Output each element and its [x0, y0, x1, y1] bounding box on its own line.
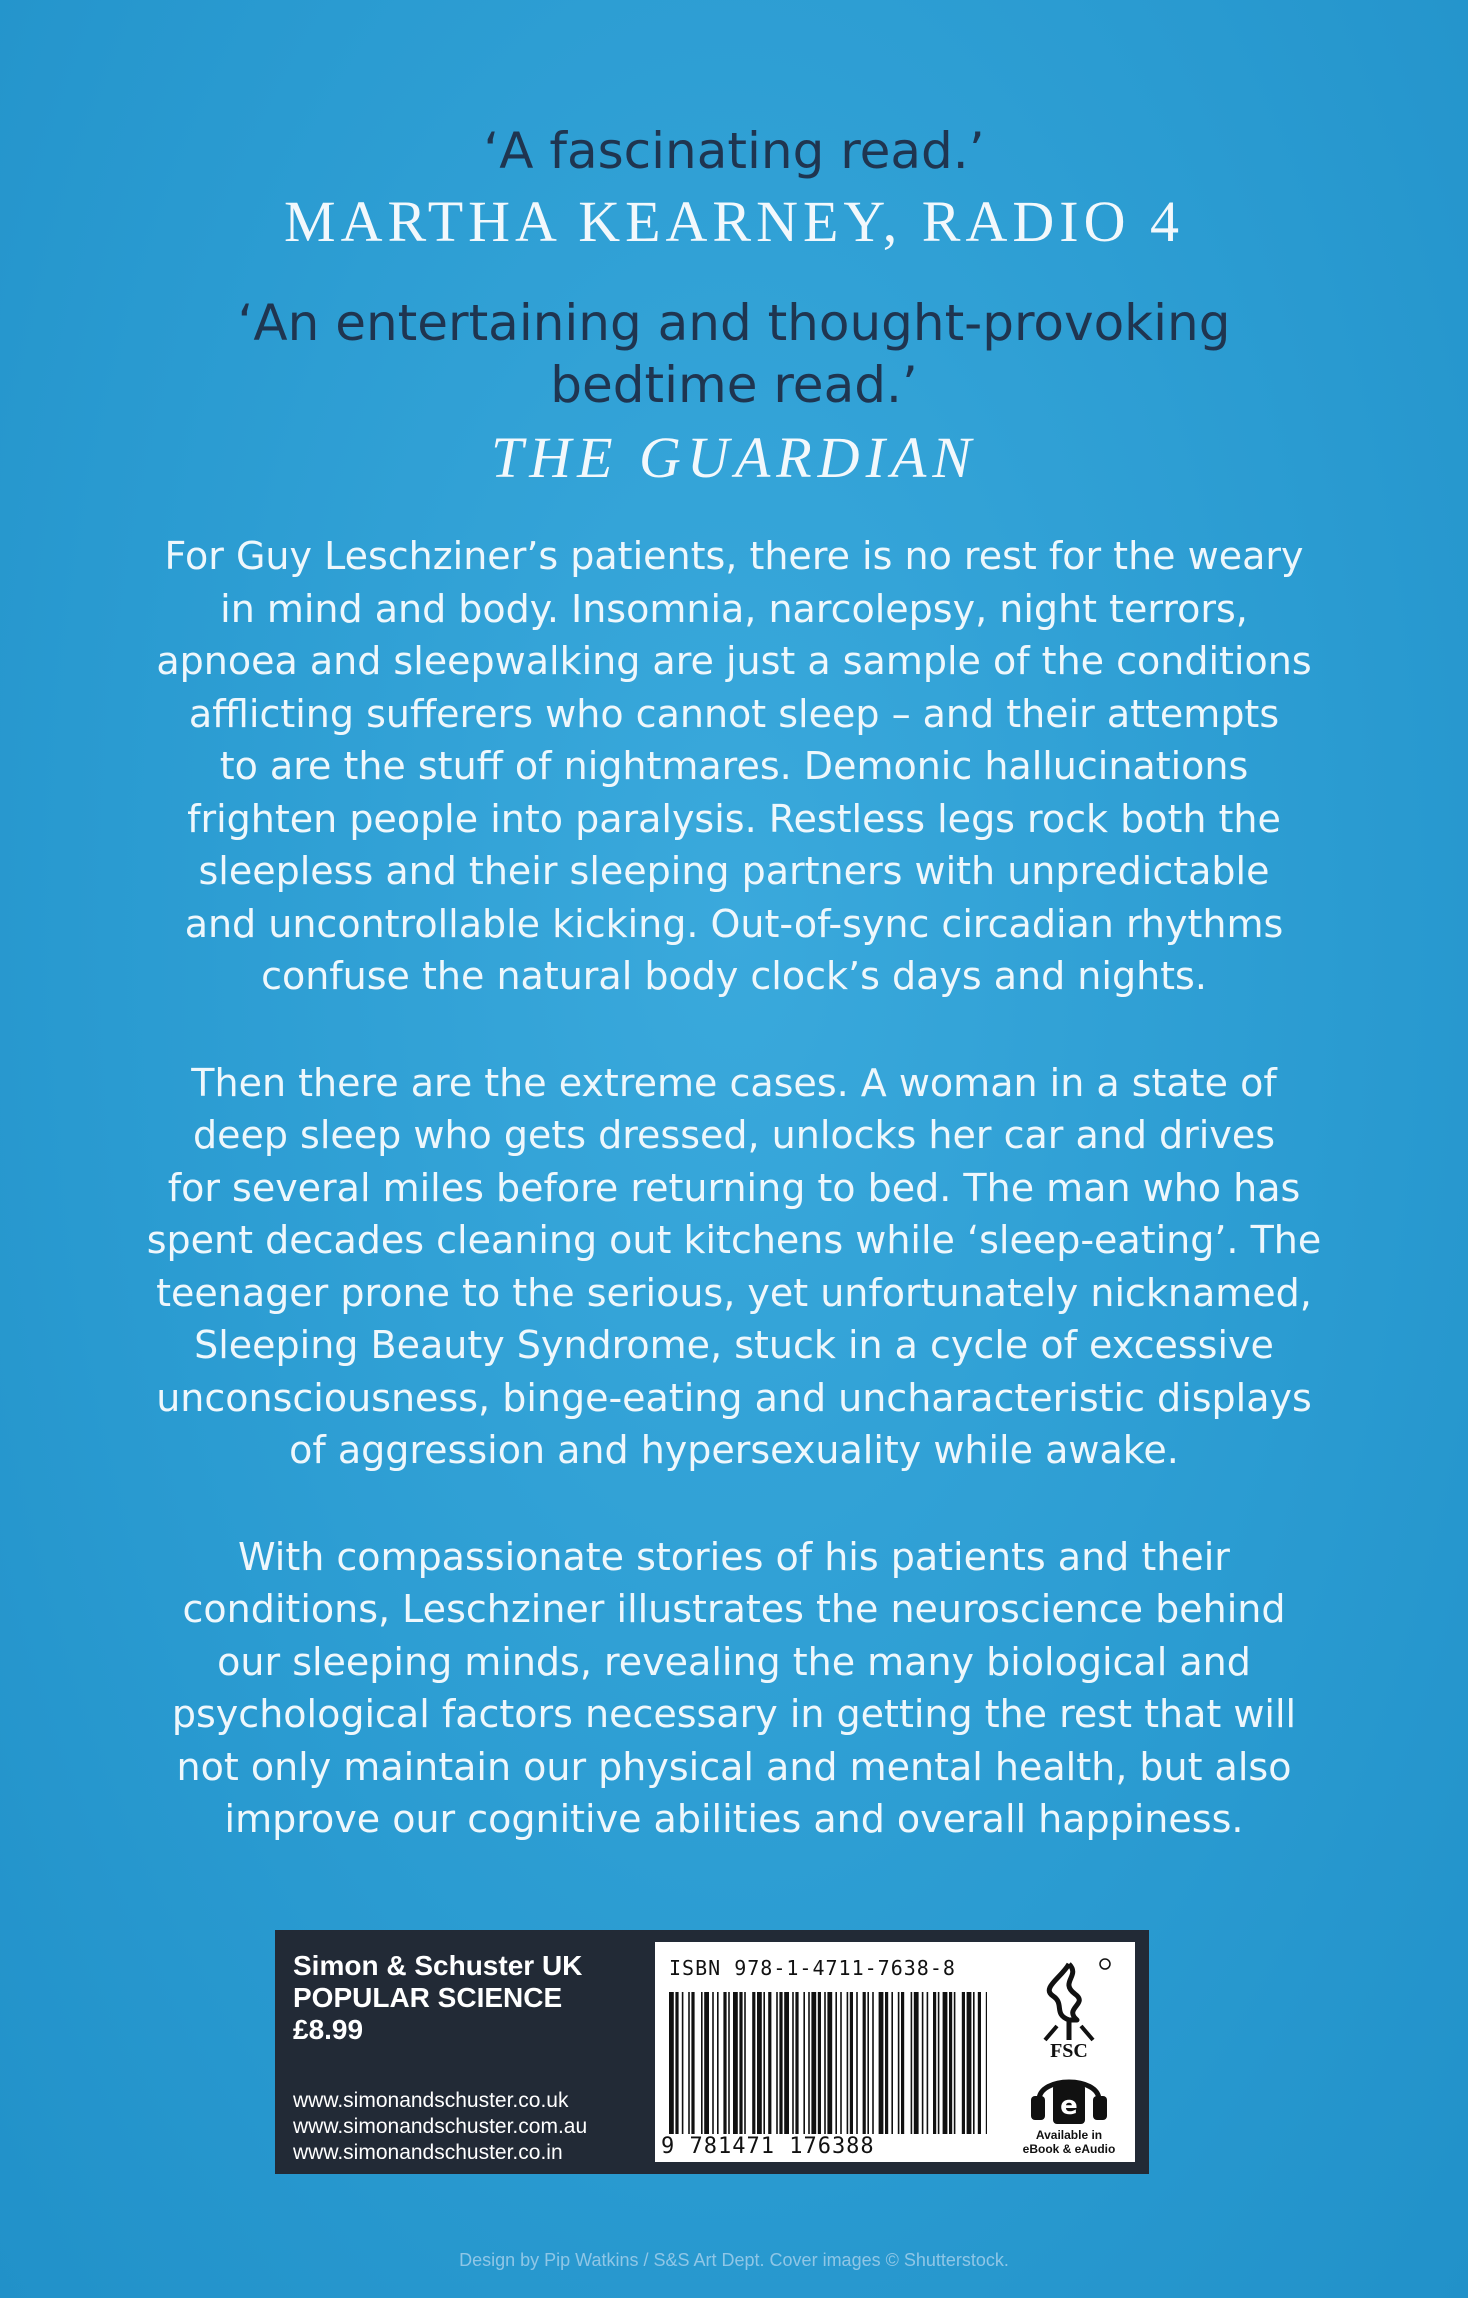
barcode-bar [863, 1992, 866, 2134]
barcode-bar [856, 1992, 858, 2134]
barcode-bar [717, 1992, 719, 2134]
barcode-bar [967, 1992, 972, 2134]
barcode-bar [723, 1992, 726, 2134]
design-credit: Design by Pip Watkins / S&S Art Dept. Cover images © Shutterstock. [459, 2250, 1009, 2270]
barcode-bar [962, 1992, 965, 2134]
website-list [293, 2088, 587, 2166]
quote-2-text-line1: ‘An entertaining and thought-provoking [237, 294, 1231, 352]
blurb-line: confuse the natural body clock’s days and nights. [261, 954, 1207, 998]
barcode-bar [739, 1992, 742, 2134]
blurb-line: improve our cognitive abilities and overall happiness. [224, 1797, 1244, 1841]
blurb-line: of aggression and hypersexuality while awake. [289, 1428, 1179, 1472]
barcode-bar [792, 1992, 794, 2134]
barcode-bar [954, 1992, 956, 2134]
blurb-line: not only maintain our physical and mental health, but also [176, 1744, 1292, 1789]
blurb-line: frighten people into paralysis. Restless legs rock both the [187, 796, 1281, 841]
publisher-name: Simon & Schuster UK [293, 1950, 583, 1981]
blurb-line: to are the stuff of nightmares. Demonic hallucinations [219, 744, 1249, 788]
blurb-line: our sleeping minds, revealing the many biological and [217, 1639, 1251, 1684]
barcode-bar [779, 1992, 782, 2134]
blurb-line: in mind and body. Insomnia, narcolepsy, night terrors, [220, 586, 1248, 631]
barcode-bar [949, 1992, 952, 2134]
fsc-label: FSC [1050, 2040, 1088, 2062]
blurb-line: Sleeping Beauty Syndrome, stuck in a cycle of excessive [194, 1323, 1274, 1367]
book-price: £8.99 [293, 2014, 364, 2045]
barcode-bar [914, 1992, 919, 2134]
blurb-line: sleepless and their sleeping partners with unpredictable [198, 849, 1270, 893]
barcode-bar [891, 1992, 893, 2134]
barcode-bar [752, 1992, 755, 2134]
barcode-bar [927, 1992, 929, 2134]
blurb-line: teenager prone to the serious, yet unfortunately nicknamed, [156, 1270, 1312, 1315]
barcode-bar [712, 1992, 714, 2134]
barcode-bar [872, 1992, 874, 2134]
quote-2-text-line2: bedtime read.’ [550, 356, 918, 414]
barcode-bar [701, 1992, 703, 2134]
blurb-line: apnoea and sleepwalking are just a sample of the conditions [156, 639, 1312, 683]
website-link[interactable]: www.simonandschuster.co.in [293, 2141, 563, 2164]
quote-1-text: ‘A fascinating read.’ [483, 122, 985, 180]
fsc-tree-icon [1019, 1956, 1119, 2046]
quote-1-source: MARTHA KEARNEY, RADIO 4 [284, 189, 1184, 254]
barcode-bar [938, 1992, 940, 2134]
availability-line-1: Available in [1035, 2128, 1103, 2142]
barcode-bar [943, 1992, 948, 2134]
barcode-bar [688, 1992, 690, 2134]
publisher-info [293, 1950, 582, 2046]
barcode-bar [776, 1992, 778, 2134]
isbn-box [655, 1942, 1135, 2162]
barcode-bar [808, 1992, 810, 2134]
barcode-bar [867, 1992, 869, 2134]
barcode-bar [669, 1992, 674, 2134]
barcode-bar [933, 1992, 936, 2134]
barcode-bar [827, 1992, 832, 2134]
barcode-bar [901, 1992, 904, 2134]
barcode-bar [757, 1992, 762, 2134]
barcode-bar [885, 1992, 888, 2134]
quote-2 [0, 292, 1468, 494]
barcode-bar [850, 1992, 853, 2134]
barcode-bar [879, 1992, 884, 2134]
book-category: POPULAR SCIENCE [293, 1982, 563, 2013]
ean-number: 9 781471 176388 [661, 2134, 875, 2159]
ebook-audio-icon [1025, 2066, 1113, 2126]
blurb-line: for several miles before returning to bed. The man who has [167, 1165, 1301, 1210]
barcode-bar [898, 1992, 900, 2134]
availability-note [1005, 2128, 1133, 2156]
barcode-bar [835, 1992, 837, 2134]
barcode-bar [986, 1992, 987, 2134]
barcode-bar [744, 1992, 746, 2134]
barcode-bar [847, 1992, 849, 2134]
barcode-bar [763, 1992, 765, 2134]
blurb-line: unconsciousness, binge-eating and uncharacteristic displays [156, 1375, 1312, 1420]
blurb-line: spent decades cleaning out kitchens while ‘sleep-eating’. The [146, 1218, 1322, 1262]
blurb-line: deep sleep who gets dressed, unlocks her car and drives [192, 1113, 1276, 1157]
blurb-line: For Guy Leschziner’s patients, there is no rest for the weary [164, 534, 1304, 578]
barcode-bar [840, 1992, 842, 2134]
blurb-line: and uncontrollable kicking. Out-of-sync circadian rhythms [184, 901, 1284, 946]
barcode-icon [669, 1992, 987, 2134]
barcode-bar [768, 1992, 771, 2134]
blurb-line: conditions, Leschziner illustrates the neuroscience behind [182, 1587, 1286, 1631]
barcode-bar [784, 1992, 789, 2134]
barcode-bar [682, 1992, 684, 2134]
barcode-bar [691, 1992, 694, 2134]
barcode-bar [704, 1992, 709, 2134]
barcode-bar [922, 1992, 924, 2134]
blurb-paragraph-2 [60, 1057, 1408, 1477]
quote-1 [0, 120, 1468, 258]
barcode-bar [675, 1992, 678, 2134]
barcode-bar [911, 1992, 913, 2134]
blurb-line: psychological factors necessary in getting the rest that will [171, 1692, 1297, 1736]
barcode-bar [728, 1992, 730, 2134]
barcode-bar [973, 1992, 975, 2134]
blurb [60, 530, 1408, 1900]
barcode-bar [733, 1992, 738, 2134]
barcode-bar [811, 1992, 816, 2134]
blurb-paragraph-3 [60, 1531, 1408, 1846]
availability-line-2: eBook & eAudio [1022, 2142, 1116, 2156]
barcode-bar [795, 1992, 798, 2134]
barcode-bar [978, 1992, 981, 2134]
barcode-bar [818, 1992, 821, 2134]
svg-text:e: e [1060, 2091, 1078, 2121]
blurb-line: Then there are the extreme cases. A woman in a state of [191, 1060, 1277, 1105]
blurb-paragraph-1 [60, 530, 1408, 1003]
barcode-bar [803, 1992, 805, 2134]
blurb-line: With compassionate stories of his patients and their [238, 1534, 1230, 1579]
blurb-line: afflicting sufferers who cannot sleep – and their attempts [188, 691, 1280, 736]
website-link[interactable]: www.simonandschuster.co.uk [293, 2089, 569, 2112]
quote-2-source: THE GUARDIAN [490, 425, 977, 490]
barcode-bar [824, 1992, 826, 2134]
isbn-number: ISBN 978-1-4711-7638-8 [669, 1956, 956, 1980]
barcode-panel [275, 1930, 1149, 2174]
website-link[interactable]: www.simonandschuster.com.au [293, 2115, 588, 2138]
